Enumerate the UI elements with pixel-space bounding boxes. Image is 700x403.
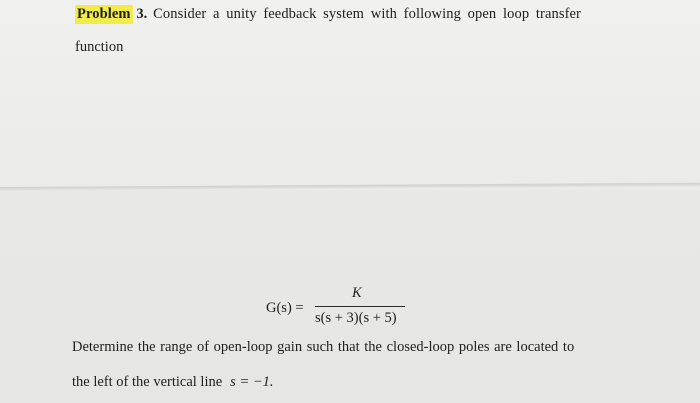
upper-sheet (0, 0, 700, 190)
question-line-2-text: the left of the vertical line (72, 374, 223, 390)
question-line-2 (72, 374, 274, 391)
equation-lhs: G(s) = (266, 300, 304, 316)
problem-label-highlight: Problem (77, 6, 131, 22)
problem-intro-text: Consider a unity feedback system with following open loop transfer (153, 6, 581, 22)
equation-numerator: K (352, 285, 362, 301)
question-line-1: Determine the range of open-loop gain such that the closed-loop poles are located to (72, 339, 575, 355)
problem-intro-continuation: function (75, 39, 124, 55)
fraction-bar (315, 306, 405, 307)
problem-statement (75, 6, 581, 23)
question-line-2-expression: s = −1. (230, 374, 274, 390)
equation-denominator: s(s + 3)(s + 5) (315, 310, 397, 326)
problem-number: 3. (136, 6, 148, 22)
